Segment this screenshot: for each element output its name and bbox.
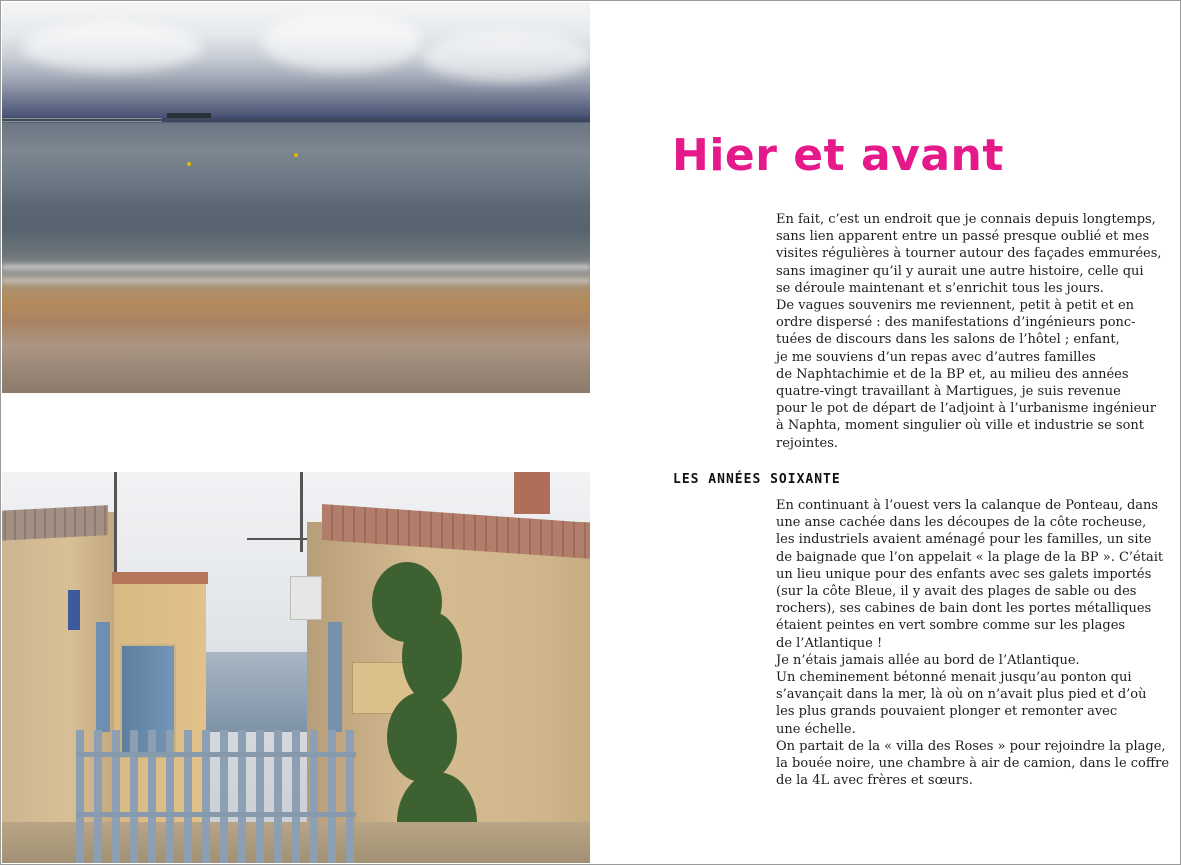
text-line: de Naphtachimie et de la BP et, au milieu des années [776,366,1129,382]
text-line: On partait de la « villa des Roses » pour rejoindre la plage, [776,738,1166,754]
text-line: les plus grands pouvaient plonger et remonter avec [776,704,1118,720]
text-line: de baignade que l’on appelait « la plage de la BP ». C’était [776,549,1164,565]
text-line: ordre dispersé : des manifestations d’ingénieurs ponc- [776,315,1136,331]
text-line: Un cheminement bétonné menait jusqu’au ponton qui [776,670,1132,686]
text-line: tuées de discours dans les salons de l’hôtel ; enfant, [776,332,1120,348]
text-line: les industriels avaient aménagé pour les familles, un site [776,532,1152,548]
text-line: une anse cachée dans les découpes de la côte rocheuse, [776,515,1147,531]
text-line: Je n’étais jamais allée au bord de l’Atlantique. [776,652,1080,668]
text-line: En fait, c’est un endroit que je connais depuis longtemps, [776,212,1156,227]
text-line: En continuant à l’ouest vers la calanque de Ponteau, dans [776,498,1159,513]
text-line: se déroule maintenant et s’enrichit tous les jours. [776,280,1104,296]
text-line: sans lien apparent entre un passé presque oublié et mes [776,229,1150,245]
text-line: sans imaginer qu’il y aurait une autre histoire, celle qui [776,263,1144,279]
text-line: De vagues souvenirs me reviennent, petit à petit et en [776,298,1135,314]
text-line: rejointes. [776,435,839,451]
text-line: quatre-vingt travaillant à Martigues, je suis revenue [776,384,1121,400]
text-line: rochers), ses cabines de bain dont les portes métalliques [776,601,1152,617]
text-line: étaient peintes en vert sombre comme sur les plages [776,618,1126,634]
beach-cabins-photo [2,472,590,863]
page-title: Hier et avant [672,130,1004,181]
text-line: une échelle. [776,721,856,737]
sea-beach-photo [2,2,590,393]
text-line: je me souviens d’un repas avec d’autres familles [776,349,1096,365]
text-line: à Naphta, moment singulier où ville et industrie se sont [776,418,1145,434]
text-line: de la 4L avec frères et sœurs. [776,773,973,789]
text-line: pour le pot de départ de l’adjoint à l’urbanisme ingénieur [776,401,1156,417]
intro-paragraph [776,211,1162,452]
text-line: la bouée noire, une chambre à air de camion, dans le coffre [776,756,1170,772]
section-heading: LES ANNÉES SOIXANTE [673,472,841,487]
text-line: de l’Atlantique ! [776,635,883,651]
text-line: visites régulières à tourner autour des façades emmurées, [776,246,1162,262]
text-line: s’avançait dans la mer, là où on n’avait plus pied et d’où [776,687,1147,703]
section-paragraph [776,497,1169,789]
text-line: (sur la côte Bleue, il y avait des plages de sable ou des [776,584,1137,600]
text-line: un lieu unique pour des enfants avec ses galets importés [776,566,1152,582]
